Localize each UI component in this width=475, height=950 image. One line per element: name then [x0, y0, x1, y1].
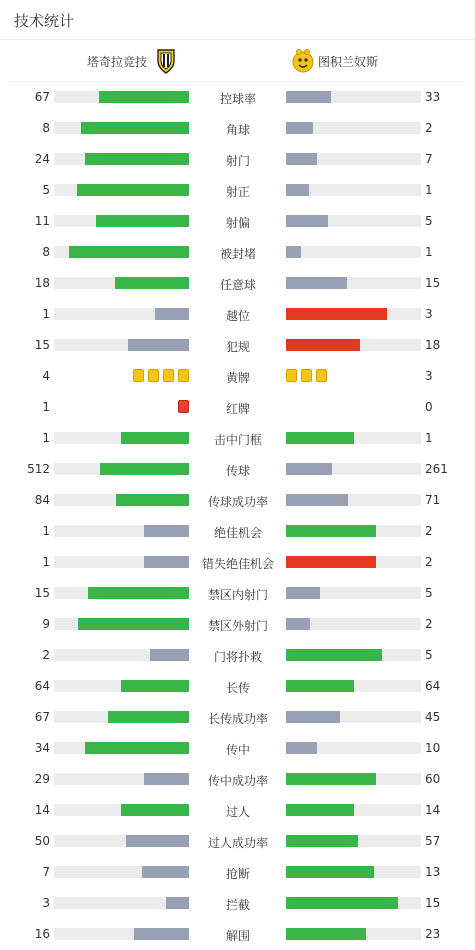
away-bar-track — [286, 463, 421, 475]
stat-row — [0, 764, 475, 795]
away-bar-track — [286, 246, 421, 258]
stat-label: 传球 — [225, 464, 250, 478]
stat-row — [0, 454, 475, 485]
stat-row — [0, 392, 475, 423]
home-bar-fill — [121, 804, 189, 816]
away-bar-fill — [286, 153, 317, 165]
home-value: 1 — [42, 431, 50, 445]
stat-label: 传中成功率 — [207, 774, 268, 788]
away-bar-track — [286, 711, 421, 723]
away-bar-track — [286, 339, 421, 351]
home-value: 34 — [34, 741, 50, 755]
home-bar-fill — [115, 277, 189, 289]
stat-row — [0, 82, 475, 113]
away-bar-fill — [286, 494, 348, 506]
away-value: 2 — [425, 617, 433, 631]
home-team-name: 塔奇拉竞技 — [86, 54, 147, 69]
page-title: 技术统计 — [14, 12, 75, 30]
home-bar-track — [54, 91, 189, 103]
home-bar-fill — [88, 587, 189, 599]
away-value: 7 — [425, 152, 433, 166]
home-value: 8 — [42, 245, 50, 259]
yellow-card-icon — [163, 369, 174, 382]
stat-row — [0, 516, 475, 547]
yellow-card-icon — [133, 369, 144, 382]
stat-label: 被封堵 — [219, 247, 256, 261]
stat-label: 射门 — [225, 154, 250, 168]
home-team[interactable] — [87, 48, 177, 74]
stat-label: 传球成功率 — [207, 495, 268, 509]
away-value: 15 — [425, 896, 441, 910]
home-bar-fill — [126, 835, 189, 847]
away-value: 71 — [425, 493, 441, 507]
stat-label: 传中 — [225, 743, 250, 757]
stat-row — [0, 640, 475, 671]
home-value: 9 — [42, 617, 50, 631]
home-value: 84 — [34, 493, 50, 507]
stat-row — [0, 578, 475, 609]
stat-row — [0, 702, 475, 733]
home-value: 29 — [34, 772, 50, 786]
away-bar-fill — [286, 91, 331, 103]
away-bar-track — [286, 618, 421, 630]
away-bar-fill — [286, 587, 320, 599]
away-value: 0 — [425, 400, 433, 414]
stat-label: 绝佳机会 — [213, 526, 262, 540]
away-value: 60 — [425, 772, 441, 786]
home-bar-track — [54, 742, 189, 754]
home-bar-fill — [116, 494, 189, 506]
home-bar-track — [54, 835, 189, 847]
home-bar-track — [54, 556, 189, 568]
stat-row — [0, 826, 475, 857]
home-bar-track — [54, 184, 189, 196]
yellow-card-icon — [148, 369, 159, 382]
home-bar-track — [54, 928, 189, 940]
away-bar-track — [286, 773, 421, 785]
home-value: 1 — [42, 555, 50, 569]
stat-row — [0, 268, 475, 299]
home-cards — [133, 369, 189, 383]
home-value: 3 — [42, 896, 50, 910]
away-value: 261 — [425, 462, 448, 476]
home-value: 8 — [42, 121, 50, 135]
away-cards — [286, 369, 327, 383]
away-bar-fill — [286, 928, 366, 940]
stat-label: 击中门框 — [213, 433, 262, 447]
away-bar-fill — [286, 184, 309, 196]
yellow-card-icon — [316, 369, 327, 382]
away-value: 33 — [425, 90, 441, 104]
home-bar-fill — [100, 463, 189, 475]
away-value: 14 — [425, 803, 441, 817]
stat-row — [0, 330, 475, 361]
header — [0, 0, 475, 40]
stat-label: 禁区内射门 — [207, 588, 268, 602]
stat-label: 红牌 — [225, 402, 250, 416]
home-value: 64 — [34, 679, 50, 693]
away-value: 64 — [425, 679, 441, 693]
home-bar-track — [54, 339, 189, 351]
home-bar-fill — [78, 618, 189, 630]
away-value: 1 — [425, 183, 433, 197]
away-value: 5 — [425, 648, 433, 662]
home-bar-track — [54, 277, 189, 289]
away-value: 45 — [425, 710, 441, 724]
home-bar-fill — [166, 897, 189, 909]
home-bar-fill — [69, 246, 189, 258]
away-bar-track — [286, 525, 421, 537]
home-bar-track — [54, 649, 189, 661]
stat-row — [0, 423, 475, 454]
away-value: 13 — [425, 865, 441, 879]
away-bar-track — [286, 153, 421, 165]
away-bar-track — [286, 587, 421, 599]
stat-row — [0, 206, 475, 237]
stat-label: 长传成功率 — [207, 712, 268, 726]
home-value: 4 — [42, 369, 50, 383]
home-bar-track — [54, 866, 189, 878]
away-value: 1 — [425, 431, 433, 445]
away-value: 23 — [425, 927, 441, 941]
away-bar-fill — [286, 897, 398, 909]
home-bar-fill — [108, 711, 189, 723]
away-value: 15 — [425, 276, 441, 290]
away-team[interactable] — [292, 48, 378, 74]
yellow-card-icon — [301, 369, 312, 382]
stat-label: 门将扑救 — [213, 650, 262, 664]
away-bar-fill — [286, 432, 354, 444]
stat-label: 任意球 — [219, 278, 256, 292]
home-value: 7 — [42, 865, 50, 879]
stat-label: 解围 — [225, 929, 250, 943]
away-bar-track — [286, 215, 421, 227]
home-value: 2 — [42, 648, 50, 662]
away-value: 2 — [425, 555, 433, 569]
away-bar-track — [286, 928, 421, 940]
stat-label: 射正 — [225, 185, 250, 199]
away-value: 2 — [425, 121, 433, 135]
home-bar-fill — [121, 680, 189, 692]
stat-label: 过人成功率 — [207, 836, 268, 850]
stat-label: 长传 — [225, 681, 250, 695]
home-bar-fill — [81, 122, 189, 134]
stat-label: 黄牌 — [225, 371, 250, 385]
stat-row — [0, 547, 475, 578]
away-team-name: 图积兰奴斯 — [318, 54, 379, 69]
away-bar-fill — [286, 711, 340, 723]
red-card-icon — [178, 400, 189, 413]
stat-row — [0, 175, 475, 206]
away-bar-track — [286, 897, 421, 909]
stat-label: 射偏 — [225, 216, 250, 230]
away-bar-fill — [286, 742, 317, 754]
away-bar-fill — [286, 339, 360, 351]
teams-header — [10, 41, 465, 82]
away-bar-track — [286, 432, 421, 444]
home-bar-fill — [128, 339, 189, 351]
away-bar-track — [286, 494, 421, 506]
home-bar-fill — [85, 153, 189, 165]
stat-label: 错失绝佳机会 — [201, 557, 274, 571]
stat-row — [0, 113, 475, 144]
home-value: 5 — [42, 183, 50, 197]
away-bar-fill — [286, 680, 354, 692]
yellow-card-icon — [286, 369, 297, 382]
home-bar-track — [54, 618, 189, 630]
stat-label: 过人 — [225, 805, 250, 819]
home-bar-fill — [134, 928, 189, 940]
away-bar-track — [286, 649, 421, 661]
away-bar-fill — [286, 277, 347, 289]
home-value: 67 — [34, 90, 50, 104]
home-bar-fill — [144, 525, 189, 537]
home-value: 1 — [42, 400, 50, 414]
away-value: 1 — [425, 245, 433, 259]
home-value: 15 — [34, 586, 50, 600]
stat-row — [0, 795, 475, 826]
stat-row — [0, 144, 475, 175]
home-bar-fill — [85, 742, 189, 754]
home-bar-fill — [142, 866, 189, 878]
away-team-crest-icon — [292, 48, 314, 74]
away-bar-track — [286, 742, 421, 754]
away-bar-fill — [286, 649, 382, 661]
home-bar-fill — [121, 432, 189, 444]
away-bar-track — [286, 184, 421, 196]
stat-row — [0, 361, 475, 392]
away-bar-fill — [286, 463, 332, 475]
stat-label: 越位 — [225, 309, 250, 323]
home-bar-track — [54, 711, 189, 723]
home-value: 1 — [42, 524, 50, 538]
home-value: 11 — [34, 214, 50, 228]
away-value: 5 — [425, 586, 433, 600]
home-bar-fill — [96, 215, 189, 227]
away-bar-fill — [286, 773, 376, 785]
stat-row — [0, 485, 475, 516]
yellow-card-icon — [178, 369, 189, 382]
home-cards — [178, 400, 189, 414]
home-bar-fill — [144, 773, 189, 785]
home-value: 14 — [34, 803, 50, 817]
stat-label: 控球率 — [219, 92, 256, 106]
home-bar-track — [54, 587, 189, 599]
away-bar-track — [286, 277, 421, 289]
away-value: 10 — [425, 741, 441, 755]
stat-label: 禁区外射门 — [207, 619, 268, 633]
away-bar-track — [286, 556, 421, 568]
home-bar-fill — [155, 308, 189, 320]
stat-label: 犯规 — [225, 340, 250, 354]
home-value: 16 — [34, 927, 50, 941]
away-bar-fill — [286, 618, 310, 630]
stat-row — [0, 299, 475, 330]
away-bar-track — [286, 91, 421, 103]
stat-row — [0, 733, 475, 764]
away-bar-fill — [286, 556, 376, 568]
away-bar-fill — [286, 804, 354, 816]
stat-row — [0, 919, 475, 950]
away-value: 5 — [425, 214, 433, 228]
home-bar-track — [54, 463, 189, 475]
away-bar-fill — [286, 308, 387, 320]
home-bar-track — [54, 308, 189, 320]
home-value: 1 — [42, 307, 50, 321]
away-bar-track — [286, 804, 421, 816]
away-value: 2 — [425, 524, 433, 538]
away-value: 57 — [425, 834, 441, 848]
away-value: 3 — [425, 369, 433, 383]
home-bar-track — [54, 680, 189, 692]
away-bar-fill — [286, 215, 328, 227]
stat-label: 抢断 — [225, 867, 250, 881]
away-value: 18 — [425, 338, 441, 352]
stat-label: 拦截 — [225, 898, 250, 912]
home-value: 15 — [34, 338, 50, 352]
home-bar-track — [54, 494, 189, 506]
away-bar-track — [286, 308, 421, 320]
home-team-crest-icon — [155, 48, 177, 74]
away-bar-track — [286, 122, 421, 134]
home-bar-track — [54, 215, 189, 227]
home-bar-track — [54, 246, 189, 258]
home-bar-track — [54, 525, 189, 537]
away-bar-track — [286, 866, 421, 878]
home-value: 24 — [34, 152, 50, 166]
home-value: 18 — [34, 276, 50, 290]
home-value: 67 — [34, 710, 50, 724]
home-bar-track — [54, 804, 189, 816]
stat-row — [0, 237, 475, 268]
home-value: 50 — [34, 834, 50, 848]
away-bar-track — [286, 835, 421, 847]
home-bar-fill — [99, 91, 189, 103]
away-bar-fill — [286, 122, 313, 134]
home-bar-track — [54, 773, 189, 785]
home-value: 512 — [27, 462, 50, 476]
stat-row — [0, 609, 475, 640]
stat-label: 角球 — [225, 123, 250, 137]
stat-row — [0, 888, 475, 919]
away-bar-track — [286, 680, 421, 692]
stat-row — [0, 671, 475, 702]
away-bar-fill — [286, 525, 376, 537]
away-bar-fill — [286, 866, 374, 878]
home-bar-fill — [150, 649, 189, 661]
home-bar-track — [54, 897, 189, 909]
home-bar-track — [54, 122, 189, 134]
stat-row — [0, 857, 475, 888]
away-bar-fill — [286, 246, 301, 258]
away-value: 3 — [425, 307, 433, 321]
away-bar-fill — [286, 835, 358, 847]
home-bar-track — [54, 432, 189, 444]
home-bar-fill — [144, 556, 189, 568]
home-bar-fill — [77, 184, 189, 196]
home-bar-track — [54, 153, 189, 165]
